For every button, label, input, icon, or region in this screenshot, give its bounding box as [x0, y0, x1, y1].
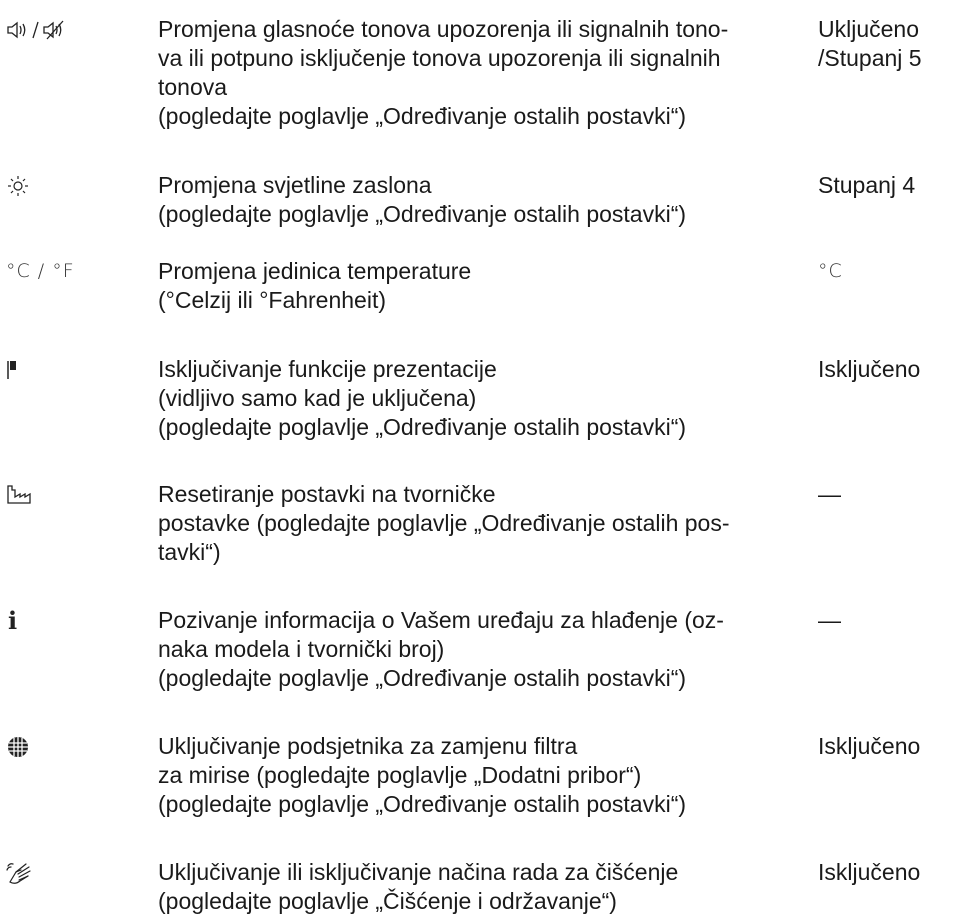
default-value: Isključeno [818, 356, 921, 382]
row-description: Resetiranje postavki na tvorničke postavke (pogledajte poglavlje „Određivanje ostalih pos- tavki“) [158, 481, 730, 565]
odour-filter-icon [6, 732, 126, 761]
default-value: Stupanj 4 [818, 172, 916, 198]
default-value: °C [818, 260, 843, 282]
default-value: Uključeno /Stupanj 5 [818, 16, 922, 71]
info-icon: i [8, 606, 18, 635]
row-description: Uključivanje ili isključivanje načina rada za čišćenje (pogledajte poglavlje „Čišćenje i održavanje“) [158, 859, 679, 914]
default-value: — [818, 607, 841, 633]
factory-reset-icon [6, 480, 126, 509]
row-description: Promjena svjetline zaslona (pogledajte poglavlje „Određivanje ostalih postavki“) [158, 172, 687, 227]
row-description: Pozivanje informacija o Vašem uređaju za hlađenje (oz- naka modela i tvornički broj) (pogledajte poglavlje „Određivanje ostalih postavki“) [158, 607, 724, 691]
row-description: Promjena glasnoće tonova upozorenja ili signalnih tono- va ili potpuno isključenje tonova upozorenja ili signalnih tonova (pogledajte poglavlje „Određivanje ostalih postavki“) [158, 16, 729, 129]
presentation-flag-icon [6, 355, 126, 384]
default-value: — [818, 481, 841, 507]
brightness-icon [6, 171, 126, 200]
default-value: Isključeno [818, 859, 921, 885]
cleaning-hand-icon [6, 858, 126, 887]
row-description: Promjena jedinica temperature (°Celzij ili °Fahrenheit) [158, 258, 472, 313]
volume-on-off-icon [6, 15, 126, 44]
row-description: Isključivanje funkcije prezentacije (vidljivo samo kad je uključena) (pogledajte poglavlje „Određivanje ostalih postavki“) [158, 356, 687, 440]
row-description: Uključivanje podsjetnika za zamjenu filtra za mirise (pogledajte poglavlje „Dodatni pribor“) (pogledajte poglavlje „Određivanje ostalih postavki“) [158, 733, 687, 817]
temperature-unit-icon: °C / °F [6, 260, 75, 282]
default-value: Isključeno [818, 733, 921, 759]
